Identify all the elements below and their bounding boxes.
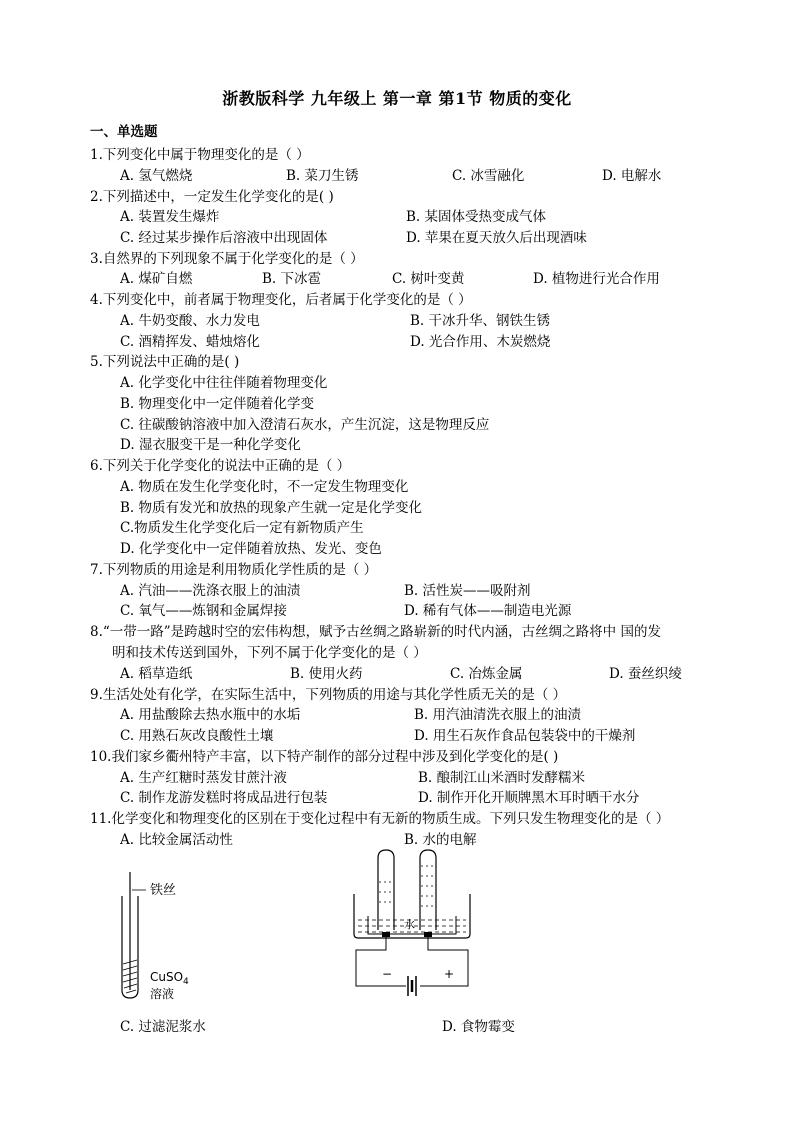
question-9-option-c: C. 用熟石灰改良酸性土壤 (120, 728, 274, 744)
question-7-option-a: A. 汽油——洗涤衣服上的油渍 (120, 583, 301, 599)
positive-terminal-label: + (444, 967, 455, 981)
question-11-stem: 11.化学变化和物理变化的区别在于变化过程中有无新的物质生成。下列只发生物理变化的是（ ） (90, 811, 670, 827)
question-4-option-c: C. 酒精挥发、蜡烛熔化 (120, 334, 260, 350)
iron-wire-test-tube-diagram (110, 868, 220, 1008)
question-3-option-d: D. 植物进行光合作用 (533, 271, 660, 287)
question-2-option-c: C. 经过某步操作后溶液中出现固体 (120, 230, 328, 246)
question-8-option-c: C. 冶炼金属 (450, 666, 523, 682)
question-5-option-c: C. 往碳酸钠溶液中加入澄清石灰水，产生沉淀，这是物理反应 (120, 417, 490, 433)
cuso4-text: CuSO (150, 970, 184, 984)
question-9-option-d: D. 用生石灰作食品包装袋中的干燥剂 (414, 728, 636, 744)
question-3-option-c: C. 树叶变黄 (392, 271, 465, 287)
question-5-stem: 5.下列说法中正确的是( ) (90, 354, 240, 370)
question-2-option-a: A. 装置发生爆炸 (120, 209, 220, 225)
question-3-option-b: B. 下冰雹 (262, 271, 322, 287)
question-2-option-b: B. 某固体受热变成气体 (406, 209, 547, 225)
question-10-option-c: C. 制作龙游发糕时将成品进行包装 (120, 790, 328, 806)
question-6-option-d: D. 化学变化中一定伴随着放热、发光、变色 (120, 541, 382, 557)
cuso4-label (150, 970, 189, 987)
question-1-option-b: B. 菜刀生锈 (286, 168, 359, 184)
solution-label: 溶液 (150, 987, 175, 1001)
question-11-option-b: B. 水的电解 (404, 832, 477, 848)
left-collection-tube (378, 850, 394, 930)
right-electrode (424, 932, 432, 937)
question-8-option-b: B. 使用火药 (290, 666, 363, 682)
question-4-stem: 4.下列变化中，前者属于物理变化，后者属于化学变化的是（ ） (90, 292, 472, 308)
tube-liquid (379, 866, 435, 906)
water-label: 水 (404, 918, 415, 931)
question-7-stem: 7.下列物质的用途是利用物质化学性质的是（ ） (90, 562, 378, 578)
question-6-option-a: A. 物质在发生化学变化时，不一定发生物理变化 (120, 479, 409, 495)
question-10-stem: 10.我们家乡衢州特产丰富，以下特产制作的部分过程中涉及到化学变化的是( ) (90, 749, 559, 765)
question-10-option-d: D. 制作开化开顺牌黑木耳时晒干水分 (418, 790, 640, 806)
question-5-option-b: B. 物理变化中一定伴随着化学变 (120, 396, 315, 412)
iron-wire-label: 铁丝 (150, 883, 177, 898)
question-5-option-a: A. 化学变化中往往伴随着物理变化 (120, 375, 328, 391)
negative-terminal-label: − (382, 967, 393, 981)
question-4-option-b: B. 干冰升华、钢铁生锈 (410, 313, 551, 329)
question-11-option-a: A. 比较金属活动性 (120, 832, 233, 848)
question-2-option-d: D. 苹果在夏天放久后出现酒味 (406, 230, 587, 246)
question-5-option-d: D. 湿衣服变干是一种化学变化 (120, 437, 301, 453)
question-3-stem: 3.自然界的下列现象不属于化学变化的是（ ） (90, 251, 364, 267)
question-6-option-b: B. 物质有发光和放热的现象产生就一定是化学变化 (120, 500, 423, 516)
question-7-option-c: C. 氧气——炼钢和金属焊接 (120, 603, 287, 619)
question-1-option-c: C. 冰雪融化 (452, 168, 525, 184)
question-11-option-c: C. 过滤泥浆水 (120, 1019, 206, 1035)
water-electrolysis-diagram (348, 846, 478, 1006)
question-4-option-a: A. 牛奶变酸、水力发电 (120, 313, 260, 329)
question-9-option-a: A. 用盐酸除去热水瓶中的水垢 (120, 707, 301, 723)
question-2-stem: 2.下列描述中，一定发生化学变化的是( ) (90, 189, 334, 205)
question-3-option-a: A. 煤矿自燃 (120, 271, 193, 287)
question-8-stem-continued: 明和技术传送到国外，下列不属于化学变化的是（ ） (112, 645, 427, 661)
question-10-option-a: A. 生产红糖时蒸发甘蔗汁液 (120, 770, 287, 786)
question-9-option-b: B. 用汽油清洗衣服上的油渍 (414, 707, 582, 723)
cuso4-subscript: 4 (183, 977, 189, 987)
question-10-option-b: B. 酿制江山米酒时发酵糯米 (418, 770, 586, 786)
question-11-option-d: D. 食物霉变 (442, 1019, 515, 1035)
question-9-stem: 9.生活处处有化学，在实际生活中，下列物质的用途与其化学性质无关的是（ ） (90, 687, 567, 703)
right-collection-tube (420, 850, 436, 930)
question-8-option-a: A. 稻草造纸 (120, 666, 193, 682)
question-6-option-c: C.物质发生化学变化后一定有新物质产生 (120, 520, 364, 536)
question-8-option-d: D. 蚕丝织绫 (609, 666, 682, 682)
page-title: 浙教版科学 九年级上 第一章 第1节 物质的变化 (222, 89, 572, 108)
question-8-stem: 8.“一带一路”是跨越时空的宏伟构想，赋予古丝绸之路崭新的时代内涵，古丝绸之路将中 国的发 (90, 624, 661, 640)
question-6-stem: 6.下列关于化学变化的说法中正确的是（ ） (90, 458, 351, 474)
negative-wire (356, 937, 406, 986)
section-heading: 一、单选题 (90, 124, 158, 140)
left-electrode (382, 932, 390, 937)
question-1-option-a: A. 氢气燃烧 (120, 168, 193, 184)
question-7-option-b: B. 活性炭——吸附剂 (404, 583, 531, 599)
question-4-option-d: D. 光合作用、木炭燃烧 (410, 334, 551, 350)
question-1-stem: 1.下列变化中属于物理变化的是（ ） (90, 147, 310, 163)
question-1-option-d: D. 电解水 (602, 168, 662, 184)
question-7-option-d: D. 稀有气体——制造电光源 (404, 603, 572, 619)
water-trough (354, 894, 470, 938)
